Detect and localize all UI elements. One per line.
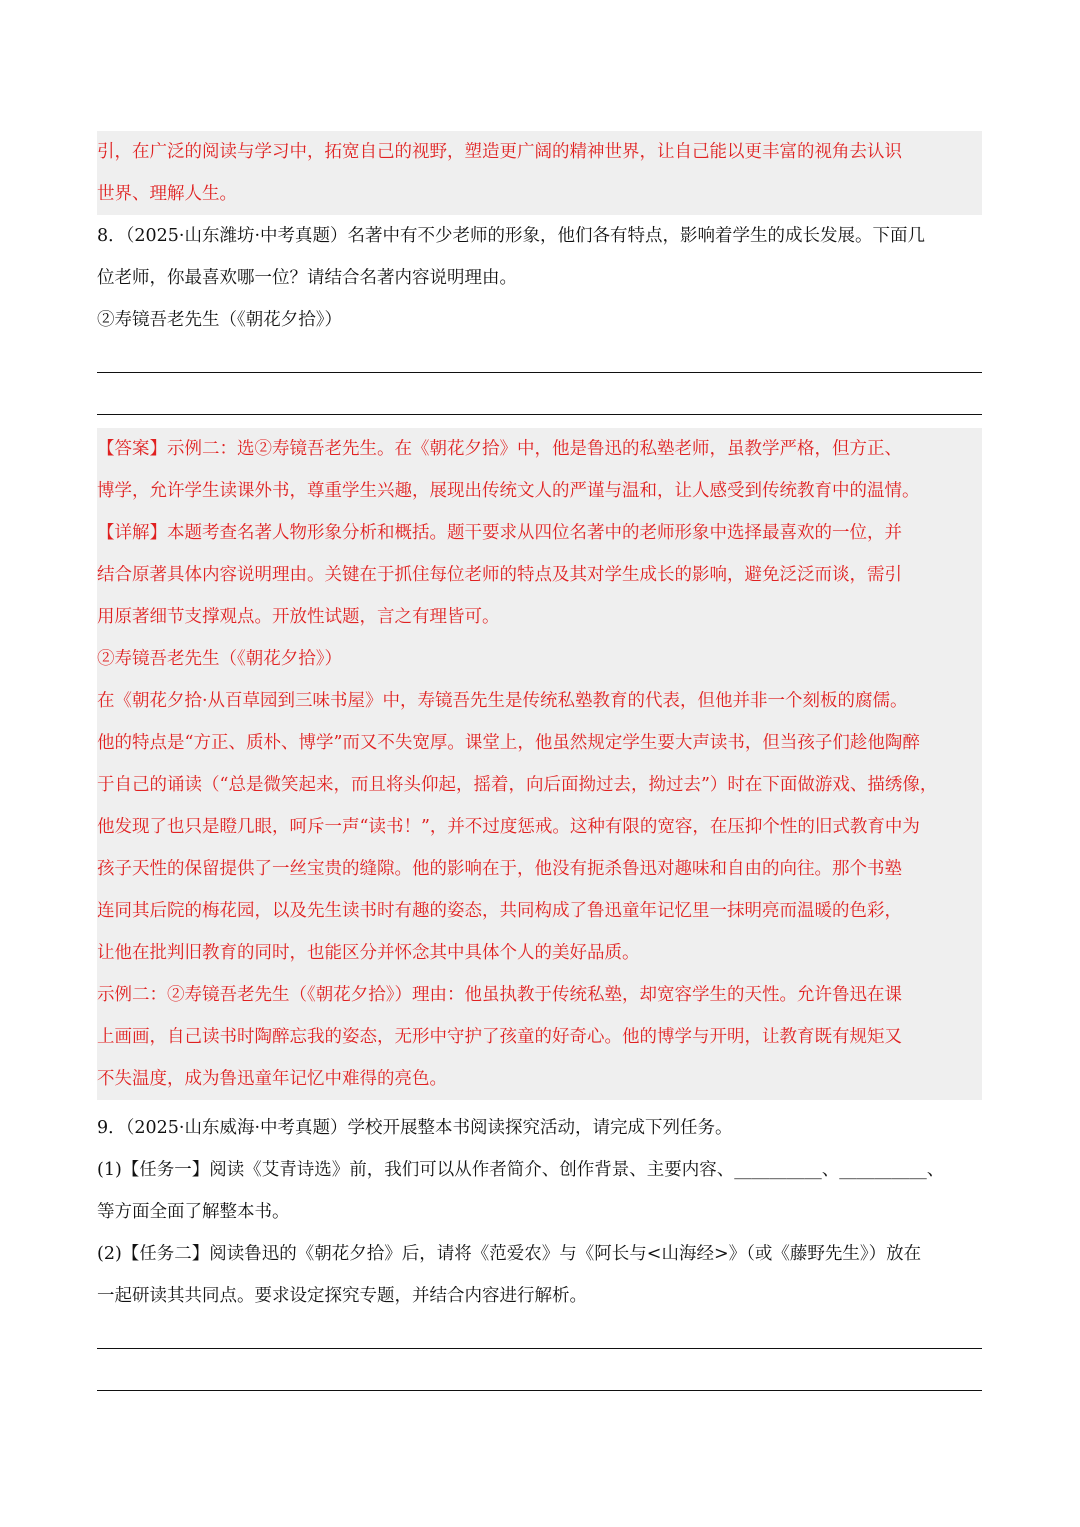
previous-answer-continuation [97, 131, 982, 215]
explanation-line: ②寿镜吾老先生（《朝花夕拾》） [97, 649, 342, 669]
task-two-line: (2)【任务二】阅读鲁迅的《朝花夕拾》后，请将《范爱农》与《阿长与<山海经>》（或《藤野先生》）放在 [97, 1244, 922, 1264]
answer-line: 引，在广泛的阅读与学习中，拓宽自己的视野，塑造更广阔的精神世界，让自己能以更丰富的视角去认识 [97, 142, 902, 162]
task-one-line: 等方面全面了解整本书。 [97, 1202, 290, 1222]
answer-blank-line[interactable] [97, 414, 982, 415]
explanation-line: 用原著细节支撑观点。开放性试题，言之有理皆可。 [97, 607, 500, 627]
answer-line: 【答案】示例二：选②寿镜吾老先生。在《朝花夕拾》中，他是鲁迅的私塾老师，虽教学严格，但方正、 [97, 439, 902, 459]
explanation-line: 【详解】本题考查名著人物形象分析和概括。题干要求从四位名著中的老师形象中选择最喜欢的一位，并 [97, 523, 902, 543]
question-line: 位老师，你最喜欢哪一位？请结合名著内容说明理由。 [97, 268, 517, 288]
question-line: 9．（2025·山东威海·中考真题）学校开展整本书阅读探究活动，请完成下列任务。 [97, 1118, 733, 1138]
question-option: ②寿镜吾老先生（《朝花夕拾》） [97, 310, 342, 330]
answer-line: 博学，允许学生读课外书，尊重学生兴趣，展现出传统文人的严谨与温和，让人感受到传统教育中的温情。 [97, 481, 920, 501]
explanation-line: 连同其后院的梅花园，以及先生读书时有趣的姿态，共同构成了鲁迅童年记忆里一抹明亮而温暖的色彩， [97, 901, 902, 921]
task-two-line: 一起研读其共同点。要求设定探究专题，并结合内容进行解析。 [97, 1286, 587, 1306]
question-8-answer [97, 428, 982, 1100]
explanation-line: 结合原著具体内容说明理由。关键在于抓住每位老师的特点及其对学生成长的影响，避免泛泛而谈，需引 [97, 565, 902, 585]
example-line: 不失温度，成为鲁迅童年记忆中难得的亮色。 [97, 1069, 447, 1089]
explanation-line: 在《朝花夕拾·从百草园到三味书屋》中，寿镜吾先生是传统私塾教育的代表，但他并非一个刻板的腐儒。 [97, 691, 908, 711]
answer-blank-line[interactable] [97, 372, 982, 373]
example-line: 上画画，自己读书时陶醉忘我的姿态，无形中守护了孩童的好奇心。他的博学与开明，让教育既有规矩又 [97, 1027, 902, 1047]
task-one-line: (1)【任务一】阅读《艾青诗选》前，我们可以从作者简介、创作背景、主要内容、__________、__________、 [97, 1160, 945, 1180]
question-8 [97, 215, 982, 341]
explanation-line: 孩子天性的保留提供了一丝宝贵的缝隙。他的影响在于，他没有扼杀鲁迅对趣味和自由的向往。那个书塾 [97, 859, 902, 879]
question-line: 8．（2025·山东潍坊·中考真题）名著中有不少老师的形象，他们各有特点，影响着学生的成长发展。下面几 [97, 226, 926, 246]
answer-blank-line[interactable] [97, 1390, 982, 1391]
example-line: 示例二：②寿镜吾老先生（《朝花夕拾》）理由：他虽执教于传统私塾，却宽容学生的天性。允许鲁迅在课 [97, 985, 902, 1005]
explanation-line: 他的特点是“方正、质朴、博学”而又不失宽厚。课堂上，他虽然规定学生要大声读书，但当孩子们趁他陶醉 [97, 733, 920, 753]
answer-line: 世界、理解人生。 [97, 184, 237, 204]
question-9 [97, 1107, 982, 1317]
explanation-line: 让他在批判旧教育的同时，也能区分并怀念其中具体个人的美好品质。 [97, 943, 640, 963]
answer-blank-line[interactable] [97, 1348, 982, 1349]
explanation-line: 于自己的诵读（“总是微笑起来，而且将头仰起，摇着，向后面拗过去，拗过去”）时在下面做游戏、描绣像， [97, 775, 938, 795]
explanation-line: 他发现了也只是瞪几眼，呵斥一声“读书！”，并不过度惩戒。这种有限的宽容，在压抑个性的旧式教育中为 [97, 817, 920, 837]
